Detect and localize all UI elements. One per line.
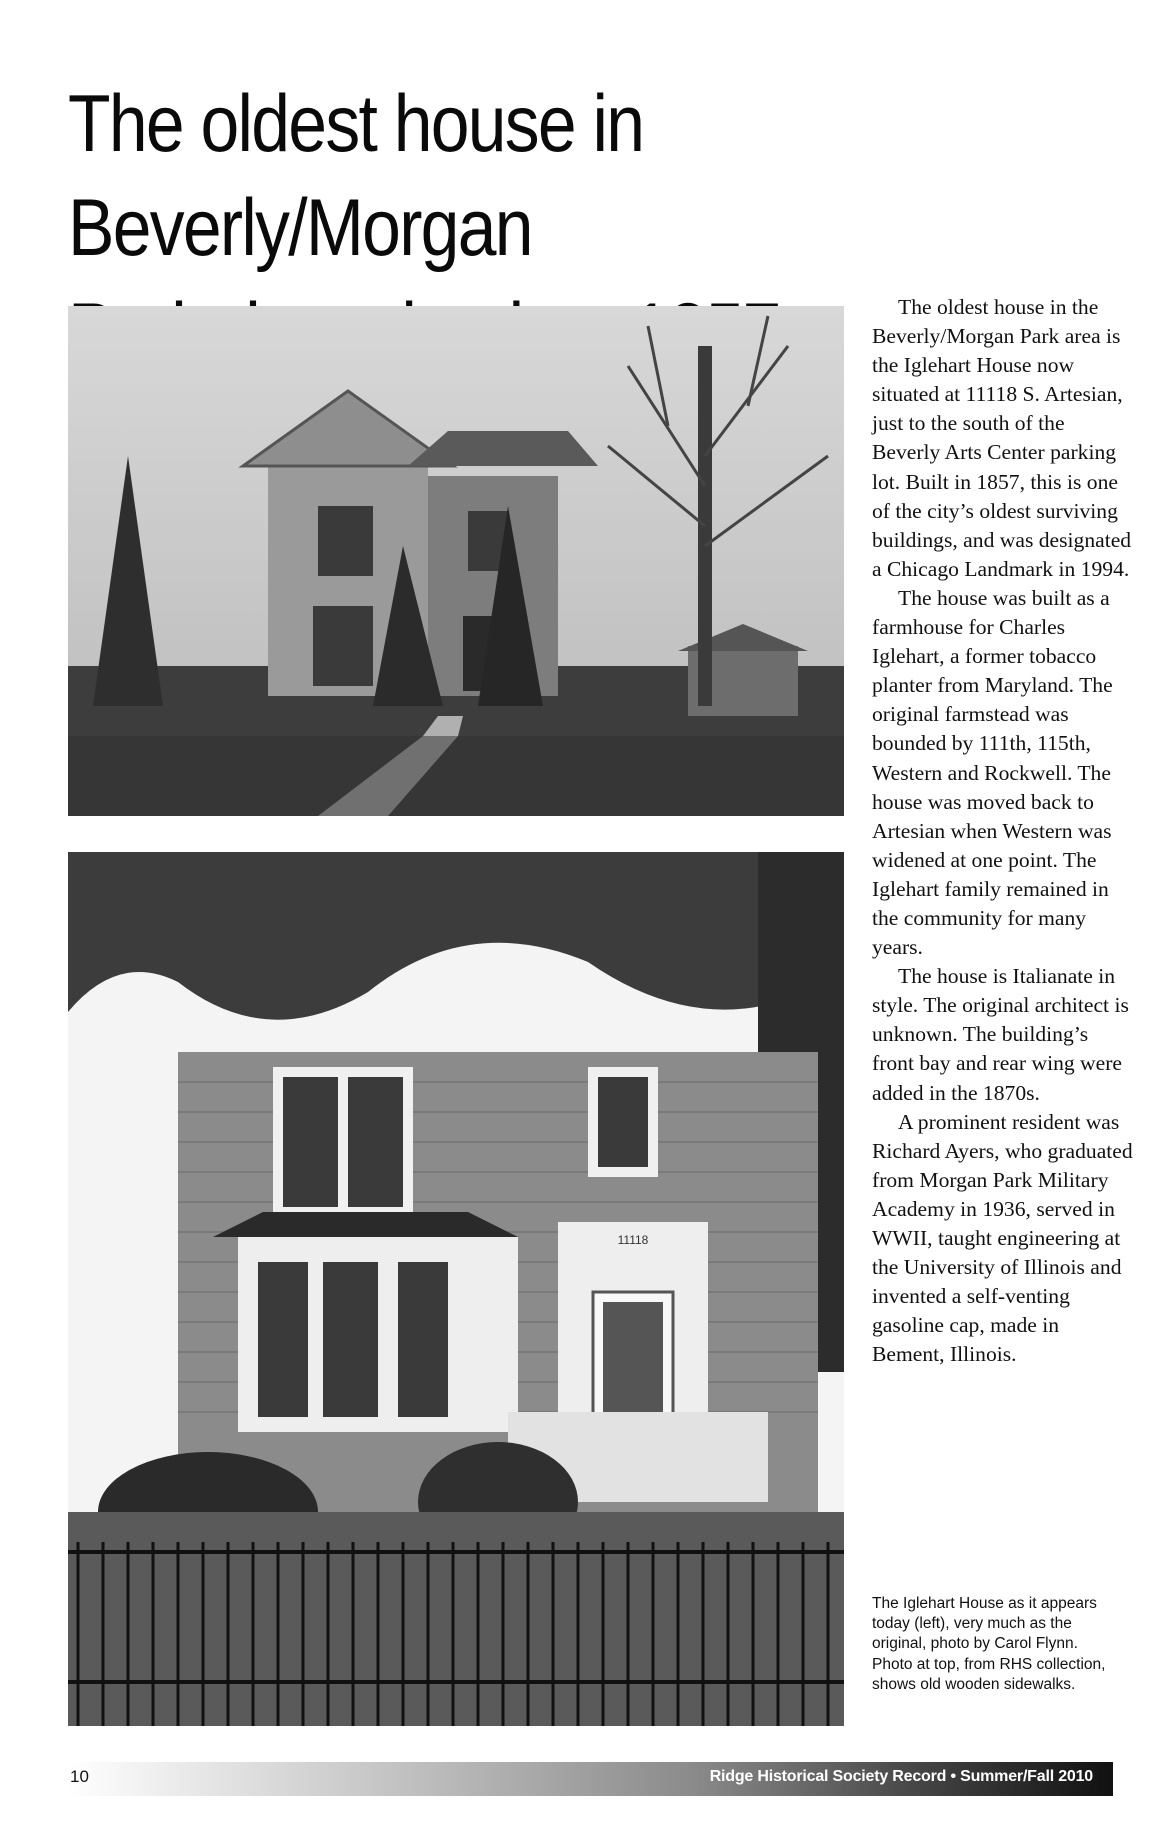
footer-publication: Ridge Historical Society Record • Summer/Fall 2010 bbox=[709, 1768, 1093, 1785]
article-paragraph: The oldest house in the Beverly/Morgan Park area is the Iglehart House now situated at 11118 S. Artesian, just to the south of the Beverly Arts Center parking lot. Built in 1857, this is one of the city’s oldest surviving buildings, and was designated a Chicago Landmark in 1994. bbox=[872, 295, 1132, 581]
current-house-photo bbox=[68, 852, 844, 1726]
house-number-plate: 11118 bbox=[617, 1233, 649, 1247]
article-paragraph: The house was built as a farmhouse for Charles Iglehart, a former tobacco planter from Maryland. The original farmstead was bounded by 111th, 115th, Western and Rockwell. The house was moved back to Artesian when Western was widened at one point. The Iglehart family remained in the community for many years. bbox=[872, 585, 1113, 960]
photo-caption: The Iglehart House as it appears today (left), very much as the original, photo by Carol Flynn. Photo at top, from RHS collection, shows old wooden sidewalks. bbox=[872, 1595, 1106, 1693]
article-paragraph: A prominent resident was Richard Ayers, who graduated from Morgan Park Military Academy in 1936, served in WWII, taught engineering at the University of Illinois and invented a self-venting gasoline cap, made in Bement, Illinois. bbox=[872, 1109, 1133, 1367]
article-body bbox=[872, 293, 1134, 1369]
headline-line-1: The oldest house in Beverly/Morgan bbox=[68, 79, 644, 273]
page-number: 10 bbox=[70, 1767, 89, 1786]
article-paragraph: The house is Italianate in style. The original architect is unknown. The building’s front bay and rear wing were added in the 1870s. bbox=[872, 964, 1129, 1105]
historic-house-photo bbox=[68, 306, 844, 816]
